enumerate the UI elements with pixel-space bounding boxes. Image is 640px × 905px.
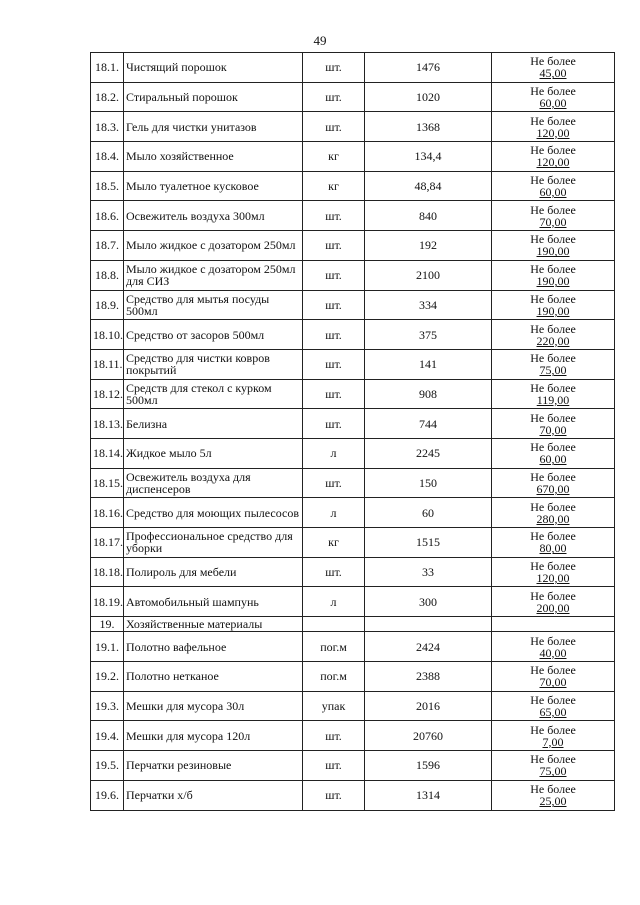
price-label: Не более [530,633,576,648]
price-label: Не более [530,663,576,678]
price-value: 280,00 [536,511,570,526]
price-value: 60,00 [539,452,567,467]
table-row [91,112,615,142]
item-max-price [492,780,615,810]
item-name: Мешки для мусора 120л [124,721,303,751]
price-value: 80,00 [539,541,567,556]
price-label: Не более [530,143,576,158]
item-unit: л [303,438,365,468]
item-name: Перчатки резиновые [124,751,303,781]
item-max-price [492,691,615,721]
table-row [91,409,615,439]
item-number: 19. [91,617,124,632]
item-max-price [492,290,615,320]
item-unit: шт. [303,379,365,409]
item-unit: л [303,498,365,528]
item-quantity: 60 [365,498,492,528]
item-number: 19.1. [91,632,124,662]
item-number: 18.13. [91,409,124,439]
item-quantity: 744 [365,409,492,439]
item-quantity: 1020 [365,82,492,112]
price-label: Не более [530,262,576,277]
item-max-price [492,632,615,662]
item-max-price [492,231,615,261]
item-unit: кг [303,171,365,201]
item-max-price [492,587,615,617]
item-unit: шт. [303,112,365,142]
item-name: Освежитель воздуха 300мл [124,201,303,231]
table-row [91,82,615,112]
item-unit: шт. [303,721,365,751]
item-number: 19.6. [91,780,124,810]
item-quantity: 2424 [365,632,492,662]
price-label: Не более [530,291,576,306]
item-quantity: 150 [365,468,492,498]
price-label: Не более [530,380,576,395]
price-table [90,52,615,811]
item-number: 19.3. [91,691,124,721]
item-max-price [492,379,615,409]
item-name: Полотно вафельное [124,632,303,662]
price-label: Не более [530,469,576,484]
item-name: Гель для чистки унитазов [124,112,303,142]
item-name: Средств для стекол с курком 500мл [124,379,303,409]
item-quantity: 2100 [365,260,492,290]
item-number: 19.4. [91,721,124,751]
table-row [91,379,615,409]
item-max-price [492,112,615,142]
price-label: Не более [530,232,576,247]
item-quantity: 1596 [365,751,492,781]
item-unit: шт. [303,409,365,439]
item-number: 18.2. [91,82,124,112]
item-unit: шт. [303,468,365,498]
table-row [91,691,615,721]
item-name: Средство для мытья посуды 500мл [124,290,303,320]
item-unit: шт. [303,557,365,587]
price-value: 60,00 [539,96,567,111]
item-number: 18.4. [91,142,124,172]
price-value: 75,00 [539,764,567,779]
price-label: Не более [530,529,576,544]
table-row [91,632,615,662]
table-row [91,142,615,172]
price-table-body [91,53,615,811]
item-quantity: 1314 [365,780,492,810]
price-value: 70,00 [539,214,567,229]
price-value: 65,00 [539,705,567,720]
item-max-price [492,557,615,587]
item-name: Перчатки х/б [124,780,303,810]
item-name: Мыло хозяйственное [124,142,303,172]
item-max-price [492,171,615,201]
item-name: Мыло туалетное кусковое [124,171,303,201]
item-max-price [492,409,615,439]
item-quantity [365,617,492,632]
price-label: Не более [530,173,576,188]
price-value: 120,00 [536,155,570,170]
item-number: 18.19. [91,587,124,617]
price-value: 220,00 [536,333,570,348]
table-row [91,290,615,320]
item-unit: пог.м [303,632,365,662]
item-quantity: 141 [365,349,492,379]
item-quantity: 375 [365,320,492,350]
item-number: 18.16. [91,498,124,528]
table-row [91,498,615,528]
item-quantity: 33 [365,557,492,587]
item-unit: шт. [303,82,365,112]
item-number: 18.18. [91,557,124,587]
item-max-price [492,320,615,350]
item-name: Чистящий порошок [124,53,303,83]
table-row [91,260,615,290]
item-unit: шт. [303,320,365,350]
item-unit: шт. [303,780,365,810]
item-number: 18.17. [91,528,124,558]
item-number: 18.8. [91,260,124,290]
price-value: 190,00 [536,244,570,259]
table-row [91,201,615,231]
price-value: 7,00 [542,734,564,749]
table-row [91,587,615,617]
price-label: Не более [530,84,576,99]
item-quantity: 908 [365,379,492,409]
price-label: Не более [530,321,576,336]
item-name: Мыло жидкое с дозатором 250мл [124,231,303,261]
item-quantity: 1476 [365,53,492,83]
table-row [91,468,615,498]
price-label: Не более [530,722,576,737]
item-name: Мыло жидкое с дозатором 250мл для СИЗ [124,260,303,290]
item-unit: шт. [303,290,365,320]
item-max-price [492,53,615,83]
price-value: 40,00 [539,645,567,660]
table-row [91,171,615,201]
item-number: 18.5. [91,171,124,201]
item-max-price [492,498,615,528]
item-max-price [492,721,615,751]
item-max-price [492,528,615,558]
item-name: Средство от засоров 500мл [124,320,303,350]
item-name: Автомобильный шампунь [124,587,303,617]
item-quantity: 1368 [365,112,492,142]
price-value: 119,00 [536,392,570,407]
item-unit: шт. [303,260,365,290]
item-quantity: 2016 [365,691,492,721]
price-label: Не более [530,113,576,128]
item-number: 18.15. [91,468,124,498]
section-row [91,617,615,632]
price-value: 190,00 [536,274,570,289]
item-quantity: 840 [365,201,492,231]
item-number: 19.5. [91,751,124,781]
price-value: 670,00 [536,481,570,496]
price-value: 70,00 [539,422,567,437]
table-row [91,438,615,468]
item-unit: шт. [303,231,365,261]
item-unit: кг [303,528,365,558]
table-row [91,349,615,379]
price-value: 120,00 [536,571,570,586]
item-unit: шт. [303,349,365,379]
item-quantity: 2245 [365,438,492,468]
table-row [91,751,615,781]
item-number: 18.1. [91,53,124,83]
table-row [91,721,615,751]
item-name: Полотно нетканое [124,662,303,692]
item-name: Жидкое мыло 5л [124,438,303,468]
item-number: 18.6. [91,201,124,231]
price-label: Не более [530,440,576,455]
item-unit: пог.м [303,662,365,692]
item-quantity: 2388 [365,662,492,692]
item-max-price [492,201,615,231]
item-max-price [492,349,615,379]
item-number: 18.10. [91,320,124,350]
price-value: 120,00 [536,125,570,140]
table-row [91,53,615,83]
item-unit: кг [303,142,365,172]
item-unit: шт. [303,53,365,83]
item-number: 18.3. [91,112,124,142]
item-number: 18.14. [91,438,124,468]
item-name: Профессиональное средство для уборки [124,528,303,558]
item-max-price [492,468,615,498]
price-label: Не более [530,499,576,514]
item-max-price [492,260,615,290]
table-row [91,320,615,350]
item-unit: упак [303,691,365,721]
item-quantity: 134,4 [365,142,492,172]
item-max-price [492,82,615,112]
item-unit [303,617,365,632]
item-unit: шт. [303,201,365,231]
price-label: Не более [530,202,576,217]
item-quantity: 300 [365,587,492,617]
item-quantity: 20760 [365,721,492,751]
price-label: Не более [530,588,576,603]
item-name: Хозяйственные материалы [124,617,303,632]
item-unit: шт. [303,751,365,781]
item-quantity: 1515 [365,528,492,558]
price-value: 75,00 [539,363,567,378]
price-value: 70,00 [539,675,567,690]
item-max-price [492,142,615,172]
price-label: Не более [530,351,576,366]
item-quantity: 192 [365,231,492,261]
page-number: 49 [313,33,327,48]
item-max-price [492,751,615,781]
table-row [91,528,615,558]
item-name: Стиральный порошок [124,82,303,112]
item-name: Мешки для мусора 30л [124,691,303,721]
item-max-price [492,662,615,692]
item-number: 18.12. [91,379,124,409]
item-max-price [492,438,615,468]
item-number: 19.2. [91,662,124,692]
table-row [91,780,615,810]
item-max-price [492,617,615,632]
price-value: 60,00 [539,185,567,200]
price-value: 45,00 [539,66,567,81]
item-number: 18.11. [91,349,124,379]
price-label: Не более [530,693,576,708]
price-label: Не более [530,782,576,797]
item-name: Средство для чистки ковров покрытий [124,349,303,379]
price-value: 190,00 [536,303,570,318]
table-row [91,662,615,692]
table-row [91,557,615,587]
price-label: Не более [530,559,576,574]
price-value: 200,00 [536,600,570,615]
item-name: Средство для моющих пылесосов [124,498,303,528]
price-label: Не более [530,410,576,425]
table-row [91,231,615,261]
item-unit: л [303,587,365,617]
item-name: Освежитель воздуха для диспенсеров [124,468,303,498]
item-quantity: 334 [365,290,492,320]
price-label: Не более [530,752,576,767]
price-label: Не более [530,54,576,69]
item-number: 18.9. [91,290,124,320]
item-quantity: 48,84 [365,171,492,201]
item-name: Белизна [124,409,303,439]
price-value: 25,00 [539,794,567,809]
item-number: 18.7. [91,231,124,261]
item-name: Полироль для мебели [124,557,303,587]
